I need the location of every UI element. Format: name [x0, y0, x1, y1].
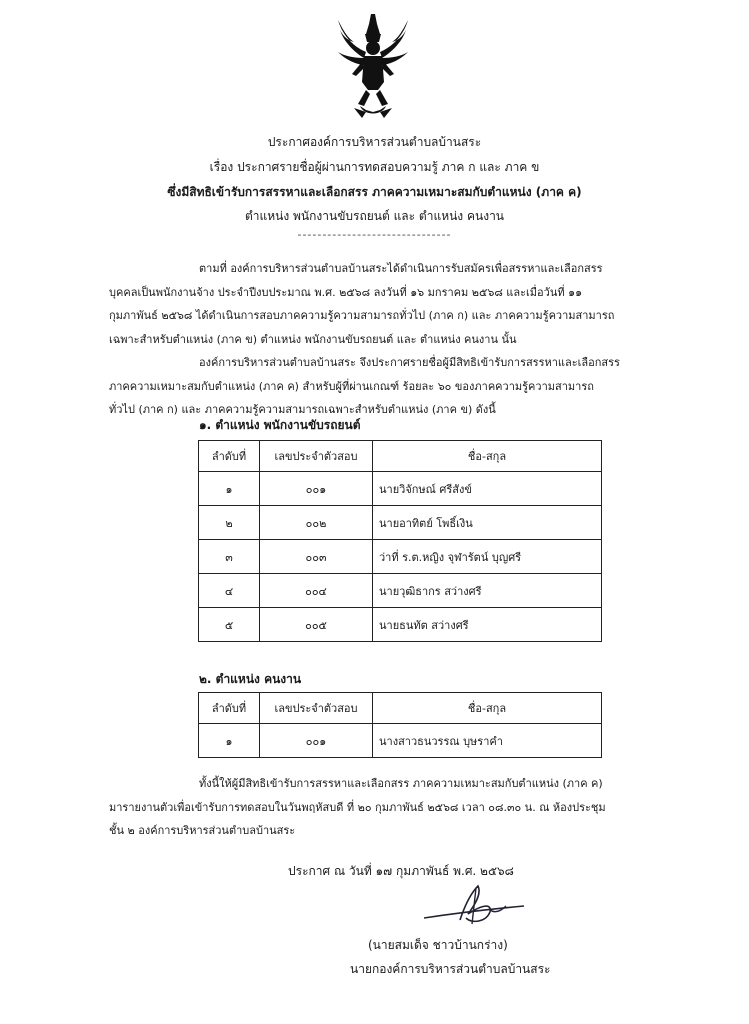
- driver-candidates-table: [198, 440, 602, 642]
- cell-name: นายวิจักษณ์ ศรีสังข์: [373, 472, 602, 506]
- col-name-header: ชื่อ-สกุล: [373, 693, 602, 724]
- signer-name: (นายสมเด็จ ชาวบ้านกร่าง): [368, 938, 508, 952]
- worker-candidates-table: [198, 692, 602, 758]
- section-2-title: ๒. ตำแหน่ง คนงาน: [199, 672, 302, 686]
- para1-line: เฉพาะสำหรับตำแหน่ง (ภาค ข) ตำแหน่ง พนักงานขับรถยนต์ และ ตำแหน่ง คนงาน นั้น: [109, 332, 517, 346]
- col-name-header: ชื่อ-สกุล: [373, 441, 602, 472]
- para2-line: ทั่วไป (ภาค ก) และ ภาคความรู้ความสามารถเฉพาะสำหรับตำแหน่ง (ภาค ข) ดังนี้: [109, 403, 496, 416]
- body-paragraph-1: [109, 257, 675, 351]
- cell-name: ว่าที่ ร.ต.หญิง จุฬารัตน์ บุญศรี: [373, 540, 602, 574]
- para1-line: ตามที่ องค์การบริหารส่วนตำบลบ้านสระได้ดำเนินการรับสมัครเพื่อสรรหาและเลือกสรร: [199, 262, 603, 275]
- cell-name: นายอาทิตย์ โพธิ์เงิน: [373, 506, 602, 540]
- cell-exam-id: ๐๐๑: [260, 472, 373, 506]
- announcement-org: ประกาศองค์การบริหารส่วนตำบลบ้านสระ: [267, 135, 482, 149]
- cell-name: นางสาวธนวรรณ บุษราคำ: [373, 724, 602, 758]
- section-1-title: ๑. ตำแหน่ง พนักงานขับรถยนต์: [199, 418, 361, 432]
- announcement-subject-line2: ซึ่งมีสิทธิเข้ารับการสรรหาและเลือกสรร ภาคความเหมาะสมกับตำแหน่ง (ภาค ค): [167, 185, 582, 199]
- closing-line: ชั้น ๒ องค์การบริหารส่วนตำบลบ้านสระ: [109, 824, 296, 837]
- cell-name: นายวุฒิธากร สว่างศรี: [373, 574, 602, 608]
- cell-order: ๒: [199, 506, 260, 540]
- para1-line: กุมภาพันธ์ ๒๕๖๘ ได้ดำเนินการสอบภาคความรู้ความสามารถทั่วไป (ภาค ก) และ ภาคความรู้ความสามารถ: [109, 309, 615, 322]
- col-order-header: ลำดับที่: [199, 441, 260, 472]
- signer-title: นายกองค์การบริหารส่วนตำบลบ้านสระ: [350, 962, 551, 976]
- garuda-emblem-icon: [334, 12, 412, 120]
- cell-exam-id: ๐๐๓: [260, 540, 373, 574]
- col-order-header: ลำดับที่: [199, 693, 260, 724]
- cell-exam-id: ๐๐๑: [260, 724, 373, 758]
- cell-order: ๓: [199, 540, 260, 574]
- closing-line: ทั้งนี้ให้ผู้มีสิทธิเข้ารับการสรรหาและเลือกสรร ภาคความเหมาะสมกับตำแหน่ง (ภาค ค): [199, 777, 603, 790]
- table-row: [199, 472, 602, 506]
- announcement-positions: ตำแหน่ง พนักงานขับรถยนต์ และ ตำแหน่ง คนงาน: [244, 209, 505, 223]
- table-row: [199, 724, 602, 758]
- table-row: [199, 540, 602, 574]
- table-row: [199, 506, 602, 540]
- announcement-subject: เรื่อง ประกาศรายชื่อผู้ผ่านการทดสอบความรู้ ภาค ก และ ภาค ข: [209, 160, 540, 174]
- cell-order: ๔: [199, 574, 260, 608]
- table-header-row: [199, 441, 602, 472]
- cell-exam-id: ๐๐๔: [260, 574, 373, 608]
- closing-paragraph: [109, 772, 675, 843]
- cell-order: ๕: [199, 608, 260, 642]
- cell-exam-id: ๐๐๒: [260, 506, 373, 540]
- table-row: [199, 574, 602, 608]
- col-exam-id-header: เลขประจำตัวสอบ: [260, 441, 373, 472]
- body-paragraph-2: [109, 351, 675, 422]
- header-divider: -------------------------------: [297, 228, 452, 241]
- table-row: [199, 608, 602, 642]
- announce-date: ประกาศ ณ วันที่ ๑๗ กุมภาพันธ์ พ.ศ. ๒๕๖๘: [288, 864, 514, 878]
- col-exam-id-header: เลขประจำตัวสอบ: [260, 693, 373, 724]
- handwritten-signature: [420, 880, 530, 930]
- para1-line: บุคคลเป็นพนักงานจ้าง ประจำปีงบประมาณ พ.ศ. ๒๕๖๘ ลงวันที่ ๑๖ มกราคม ๒๕๖๘ และเมื่อวันที่ ๑๑: [109, 285, 583, 299]
- closing-line: มารายงานตัวเพื่อเข้ารับการทดสอบในวันพฤหัสบดี ที่ ๒๐ กุมภาพันธ์ ๒๕๖๘ เวลา ๐๘.๓๐ น. ณ ห้องประชุม: [109, 800, 606, 814]
- cell-exam-id: ๐๐๕: [260, 608, 373, 642]
- cell-name: นายธนทัต สว่างศรี: [373, 608, 602, 642]
- table-header-row: [199, 693, 602, 724]
- cell-order: ๑: [199, 724, 260, 758]
- para2-line: องค์การบริหารส่วนตำบลบ้านสระ จึงประกาศรายชื่อผู้มีสิทธิเข้ารับการสรรหาและเลือกสรร: [199, 356, 620, 369]
- cell-order: ๑: [199, 472, 260, 506]
- para2-line: ภาคความเหมาะสมกับตำแหน่ง (ภาค ค) สำหรับผู้ที่ผ่านเกณฑ์ ร้อยละ ๖๐ ของภาคความรู้ความสามารถ: [109, 379, 594, 393]
